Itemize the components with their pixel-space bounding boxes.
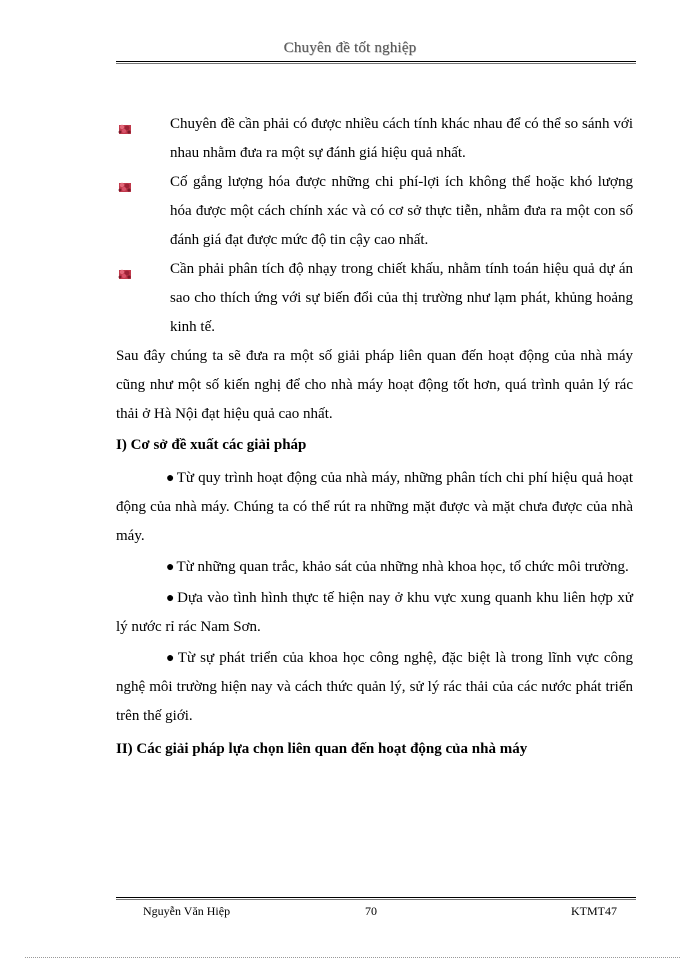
footer-author: Nguyễn Văn Hiệp (143, 904, 231, 918)
page-break-line (25, 957, 680, 958)
list-item (116, 644, 633, 731)
list-item (116, 464, 633, 551)
bullet-dot: ● (166, 591, 176, 606)
list-item (116, 255, 633, 342)
bullet-dot: ● (166, 471, 175, 486)
list-item (116, 110, 633, 168)
page-number: 70 (365, 904, 377, 918)
bullet-text: Cần phải phân tích độ nhạy trong chiết khấu, nhằm tính toán hiệu quả dự án sao cho thích ứng với sự biến đổi của thị trường như lạm phát, khủng hoảng kinh tế. (170, 261, 633, 335)
list-item (116, 553, 633, 582)
bullet-text: Chuyên đề cần phải có được nhiều cách tính khác nhau để có thể so sánh với nhau nhằm đưa ra một sự đánh giá hiệu quả nhất. (170, 116, 633, 161)
bullet-dot: ● (166, 651, 176, 666)
footer-rule-secondary (116, 899, 636, 900)
bullet-dot: ● (166, 560, 175, 575)
bullet-text: Cố gắng lượng hóa được những chi phí-lợi ích không thể hoặc khó lượng hóa được một cách chính xác và có cơ sở thực tiễn, nhằm đưa ra một con số đánh giá đạt được mức độ tin cậy cao nhất. (170, 174, 633, 248)
page-body (116, 110, 633, 768)
intro-paragraph: Sau đây chúng ta sẽ đưa ra một số giải pháp liên quan đến hoạt động của nhà máy cũng như một số kiến nghị để cho nhà máy hoạt động tốt hơn, quá trình quản lý rác thải ở Hà Nội đạt hiệu quả cao nhất. (116, 348, 633, 422)
flower-bullet-icon (118, 117, 132, 129)
section-heading-1: I) Cơ sở đề xuất các giải pháp (116, 437, 307, 453)
header-rule-secondary (116, 63, 636, 64)
footer-class-code: KTMT47 (571, 904, 617, 918)
bullet-text: Từ sự phát triển của khoa học công nghệ, đặc biệt là trong lĩnh vực công nghệ môi trường hiện nay và cách thức quản lý, sử lý rác thải của các nước phát triển trên thế giới. (116, 650, 633, 724)
section-heading-2: II) Các giải pháp lựa chọn liên quan đến hoạt động của nhà máy (116, 741, 528, 757)
bullet-text: Từ những quan trắc, khảo sát của những nhà khoa học, tổ chức môi trường. (176, 559, 629, 575)
header-rule (116, 61, 636, 62)
flower-bullet-icon (118, 175, 132, 187)
list-item (116, 168, 633, 255)
list-item (116, 584, 633, 642)
header-title: Chuyên đề tốt nghiệp (283, 40, 417, 56)
flower-bullet-icon (118, 262, 132, 274)
bullet-text: Dựa vào tình hình thực tế hiện nay ở khu vực xung quanh khu liên hợp xử lý nước rỉ rác Nam Sơn. (116, 590, 633, 635)
footer-rule (116, 897, 636, 898)
bullet-text: Từ quy trình hoạt động của nhà máy, những phân tích chi phí hiệu quả hoạt động của nhà máy. Chúng ta có thể rút ra những mặt được và mặt chưa được của nhà máy. (116, 470, 633, 544)
